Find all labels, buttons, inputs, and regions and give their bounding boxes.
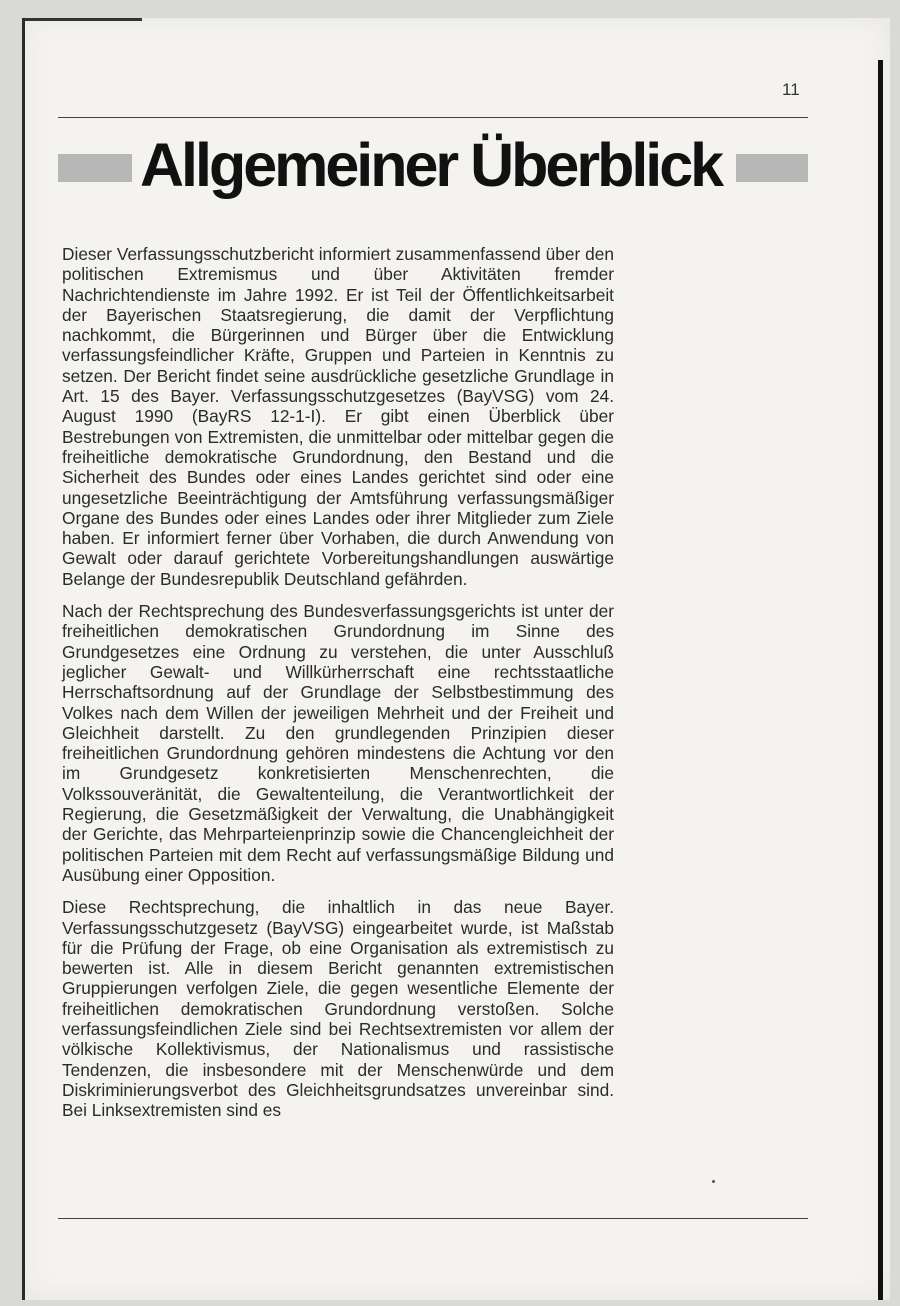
paragraph-3: Diese Rechtsprechung, die inhaltlich in das neue Bayer. Verfassungsschutzgesetz (BayVSG) eingearbeitet wurde, ist Maßstab für die Prüfung der Frage, ob eine Organisation als extremistisch zu bewerten ist. Alle in diesem Bericht genannten extremistischen Gruppierungen verfolgen Ziele, die gegen wesentliche Elemente der freiheitlichen demokratischen Grundordnung verstoßen. Solche verfassungsfeindlichen Ziele sind bei Rechtsextremisten vor allem der völkische Kollektivismus, der Nationalismus und rassistische Tendenzen, die insbesondere mit der Menschenwürde und dem Diskriminierungsverbot des Gleichheitsgrundsatzes unvereinbar sind. Bei Linksextremisten sind es bbox=[62, 897, 614, 1121]
scan-edge-left bbox=[22, 18, 25, 1300]
scan-speck bbox=[712, 1180, 715, 1183]
paragraph-2: Nach der Rechtsprechung des Bundesverfassungsgerichts ist unter der freiheitlichen demokratischen Grundordnung im Sinne des Grundgesetzes eine Ordnung zu verstehen, die unter Ausschluß jeglicher Gewalt- und Willkürherrschaft eine rechtsstaatliche Herrschaftsordnung auf der Grundlage der Selbstbestimmung des Volkes nach dem Willen der jeweiligen Mehrheit und der Freiheit und Gleichheit darstellt. Zu den grundlegenden Prinzipien dieser freiheitlichen Grundordnung gehören mindestens die Achtung vor den im Grundgesetz konkretisierten Menschenrechten, die Volkssouveränität, die Gewaltenteilung, die Verantwortlichkeit der Regierung, die Gesetzmäßigkeit der Verwaltung, die Unabhängigkeit der Gerichte, das Mehrparteienprinzip sowie die Chancengleichheit der politischen Parteien mit dem Recht auf verfassungsmäßige Bildung und Ausübung einer Opposition. bbox=[62, 601, 614, 885]
footer-rule bbox=[58, 1218, 808, 1219]
scan-edge-top bbox=[22, 18, 142, 21]
paragraph-1: Dieser Verfassungsschutzbericht informiert zusammenfassend über den politischen Extremismus und über Aktivitäten fremder Nachrichtendienste im Jahre 1992. Er ist Teil der Öffentlichkeitsarbeit der Bayerischen Staatsregierung, die damit der Verpflichtung nachkommt, die Bürgerinnen und Bürger über die Entwicklung verfassungsfeindlicher Kräfte, Gruppen und Parteien in Kenntnis zu setzen. Der Bericht findet seine ausdrückliche gesetzliche Grundlage in Art. 15 des Bayer. Verfassungsschutzgesetzes (BayVSG) vom 24. August 1990 (BayRS 12-1-I). Er gibt einen Überblick über Bestrebungen von Extremisten, die unmittelbar oder mittelbar gegen die freiheitliche demokratische Grundordnung, den Bestand und die Sicherheit des Bundes oder eines Landes gerichtet sind oder eine ungesetzliche Beeinträchtigung der Amtsführung verfassungsmäßiger Organe des Bundes oder eines Landes oder ihrer Mitglieder zum Ziele haben. Er informiert ferner über Vorhaben, die durch Anwendung von Gewalt oder darauf gerichtete Vorbereitungshandlungen auswärtige Belange der Bundesrepublik Deutschland gefährden. bbox=[62, 244, 614, 589]
page-title: Allgemeiner Überblick bbox=[140, 131, 722, 199]
body-text bbox=[62, 244, 614, 1132]
page-number: 11 bbox=[782, 80, 800, 99]
scan-edge-right bbox=[878, 60, 883, 1300]
header-rule bbox=[58, 117, 808, 118]
